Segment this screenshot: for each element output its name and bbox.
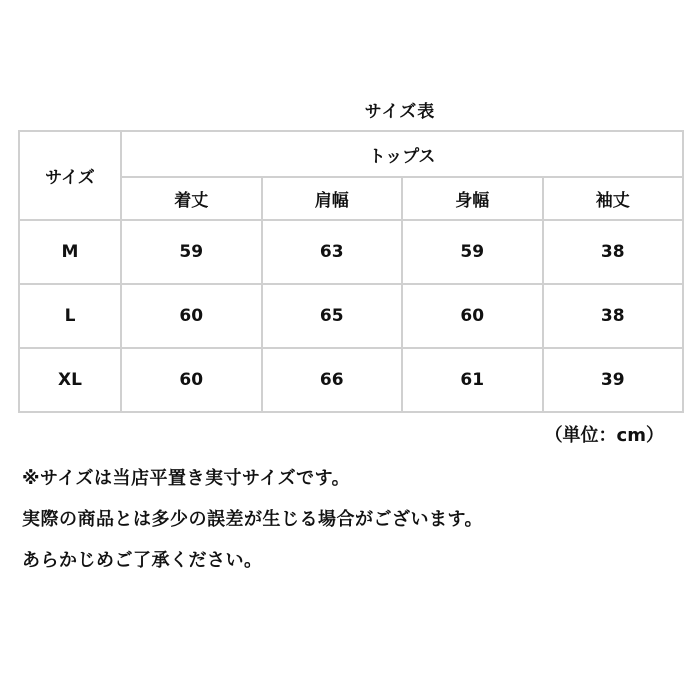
table-cell: 60 [121,284,262,348]
size-cell: M [19,220,121,284]
column-header: 着丈 [121,177,262,220]
table-cell: 59 [402,220,543,284]
table-row [19,284,683,348]
table-header-row [19,131,683,177]
table-row [19,348,683,412]
table-row [19,220,683,284]
notes-block [22,458,483,581]
tops-group-header: トップス [121,131,683,177]
table-cell: 60 [402,284,543,348]
size-table [18,130,684,413]
table-cell: 59 [121,220,262,284]
table-cell: 38 [543,220,684,284]
table-cell: 61 [402,348,543,412]
column-header: 肩幅 [262,177,403,220]
note-line: あらかじめご了承ください。 [22,550,263,571]
table-cell: 65 [262,284,403,348]
table-cell: 38 [543,284,684,348]
table-cell: 63 [262,220,403,284]
column-header: 身幅 [402,177,543,220]
page-title: サイズ表 [364,102,436,122]
note-line: ※サイズは当店平置き実寸サイズです。 [22,468,351,489]
note-line: 実際の商品とは多少の誤差が生じる場合がございます。 [22,509,484,530]
table-cell: 39 [543,348,684,412]
unit-note: （単位：cm） [544,425,664,446]
table-cell: 60 [121,348,262,412]
size-cell: L [19,284,121,348]
column-header: 袖丈 [543,177,684,220]
size-cell: XL [19,348,121,412]
table-cell: 66 [262,348,403,412]
size-column-header: サイズ [19,131,121,220]
